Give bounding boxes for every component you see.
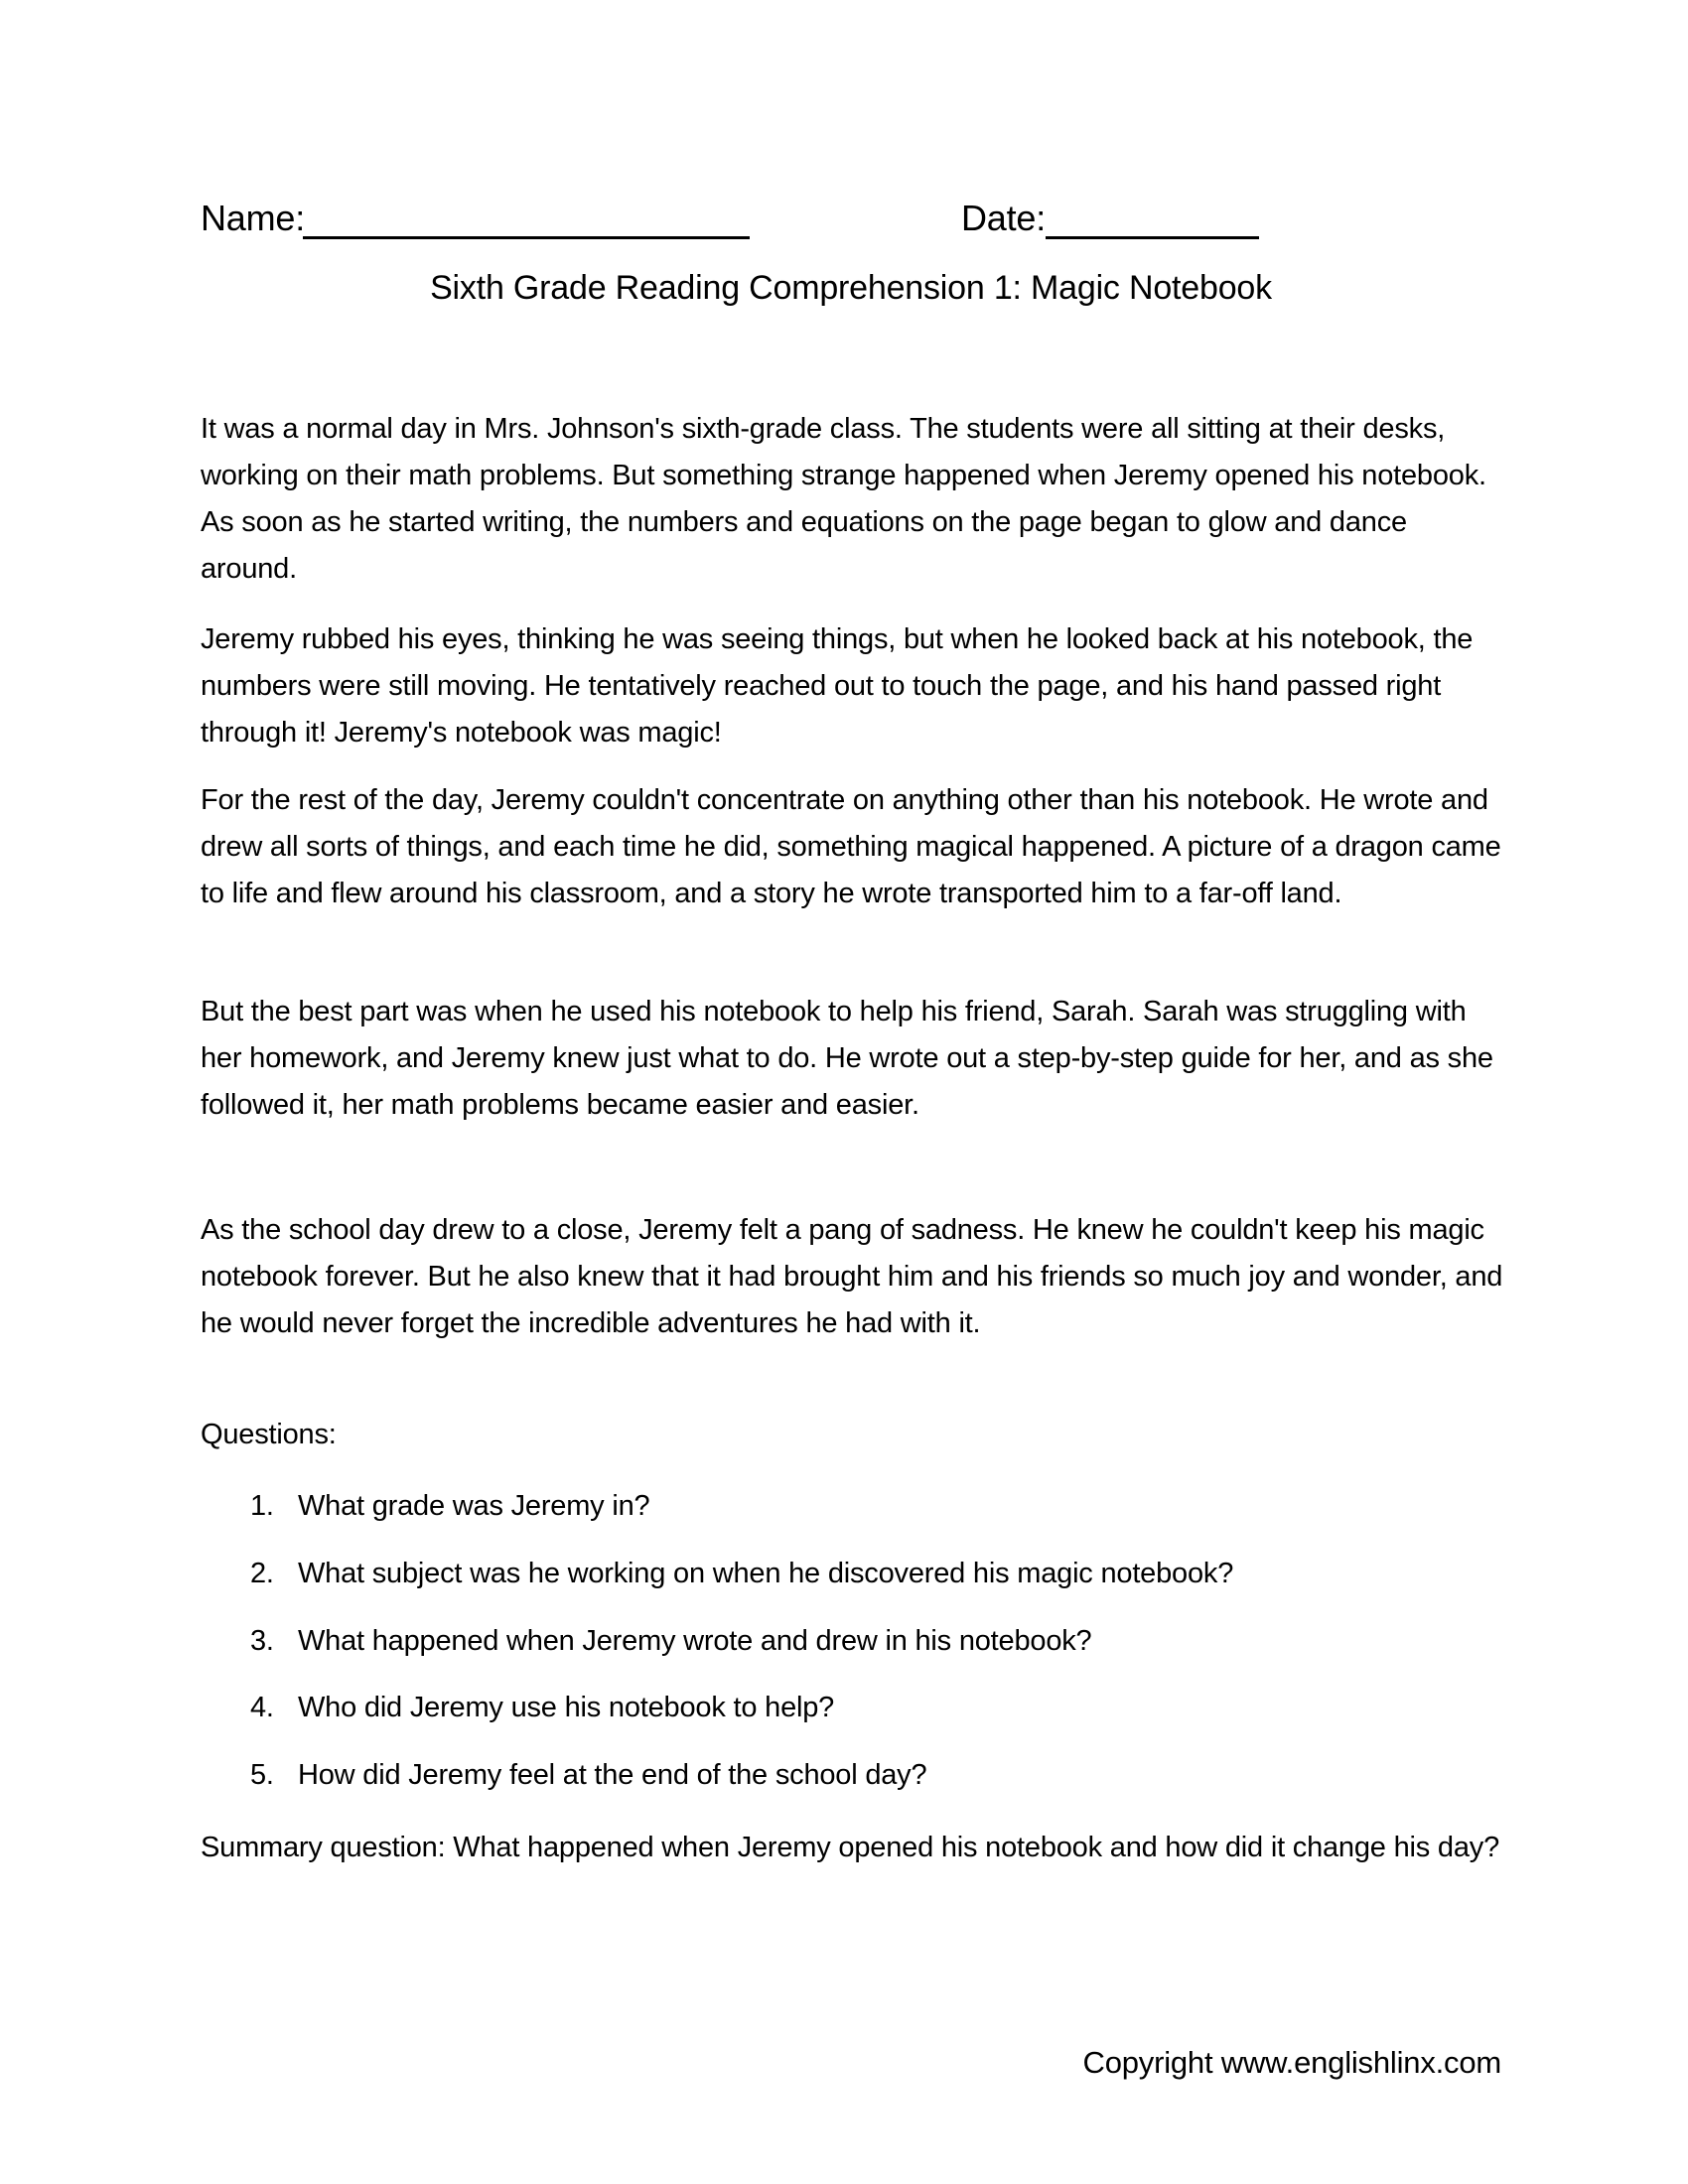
name-label: Name:: [201, 198, 306, 238]
question-number: 4.: [250, 1692, 274, 1723]
name-blank-line: [303, 236, 750, 239]
question-text: What happened when Jeremy wrote and drew in his notebook?: [298, 1625, 1092, 1657]
copyright-notice: Copyright www.englishlinx.com: [1082, 2045, 1501, 2080]
question-item-5: [201, 1752, 1506, 1799]
question-item-4: [201, 1685, 1506, 1731]
question-number: 3.: [250, 1625, 274, 1657]
question-number: 1.: [250, 1490, 274, 1522]
question-text: What grade was Jeremy in?: [298, 1490, 650, 1522]
question-item-1: [201, 1483, 1506, 1530]
passage-paragraph-2: Jeremy rubbed his eyes, thinking he was seeing things, but when he looked back at his notebook, the numbers were still moving. He tentatively reached out to touch the page, and his hand passed right through it! Jeremy's notebook was magic!: [201, 623, 1474, 749]
passage-paragraph-1: It was a normal day in Mrs. Johnson's sixth-grade class. The students were all sitting at their desks, working on their math problems. But something strange happened when Jeremy opened his notebook. As soon as he started writing, the numbers and equations on the page began to glow and dance around.: [201, 413, 1486, 585]
question-item-2: [201, 1551, 1506, 1597]
question-item-3: [201, 1618, 1506, 1665]
question-number: 5.: [250, 1759, 274, 1791]
questions-heading: Questions:: [201, 1419, 337, 1450]
worksheet-title: Sixth Grade Reading Comprehension 1: Magic Notebook: [430, 269, 1272, 307]
question-text: What subject was he working on when he discovered his magic notebook?: [298, 1558, 1234, 1589]
summary-question: Summary question: What happened when Jeremy opened his notebook and how did it change his day?: [201, 1832, 1499, 1863]
date-label: Date:: [961, 198, 1047, 238]
passage-paragraph-4: But the best part was when he used his notebook to help his friend, Sarah. Sarah was struggling with her homework, and Jeremy knew just what to do. He wrote out a step-by-step guide for her, and as she followed it, her math problems became easier and easier.: [201, 996, 1493, 1121]
question-text: How did Jeremy feel at the end of the school day?: [298, 1759, 927, 1791]
question-number: 2.: [250, 1558, 274, 1589]
passage-paragraph-3: For the rest of the day, Jeremy couldn't concentrate on anything other than his notebook. He wrote and drew all sorts of things, and each time he did, something magical happened. A picture of a dragon came to life and flew around his classroom, and a story he wrote transported him to a far-off land.: [201, 784, 1501, 909]
passage-paragraph-5: As the school day drew to a close, Jeremy felt a pang of sadness. He knew he couldn't keep his magic notebook forever. But he also knew that it had brought him and his friends so much joy and wonder, and he would never forget the incredible adventures he had with it.: [201, 1214, 1503, 1339]
question-text: Who did Jeremy use his notebook to help?: [298, 1692, 835, 1723]
date-blank-line: [1046, 236, 1259, 239]
